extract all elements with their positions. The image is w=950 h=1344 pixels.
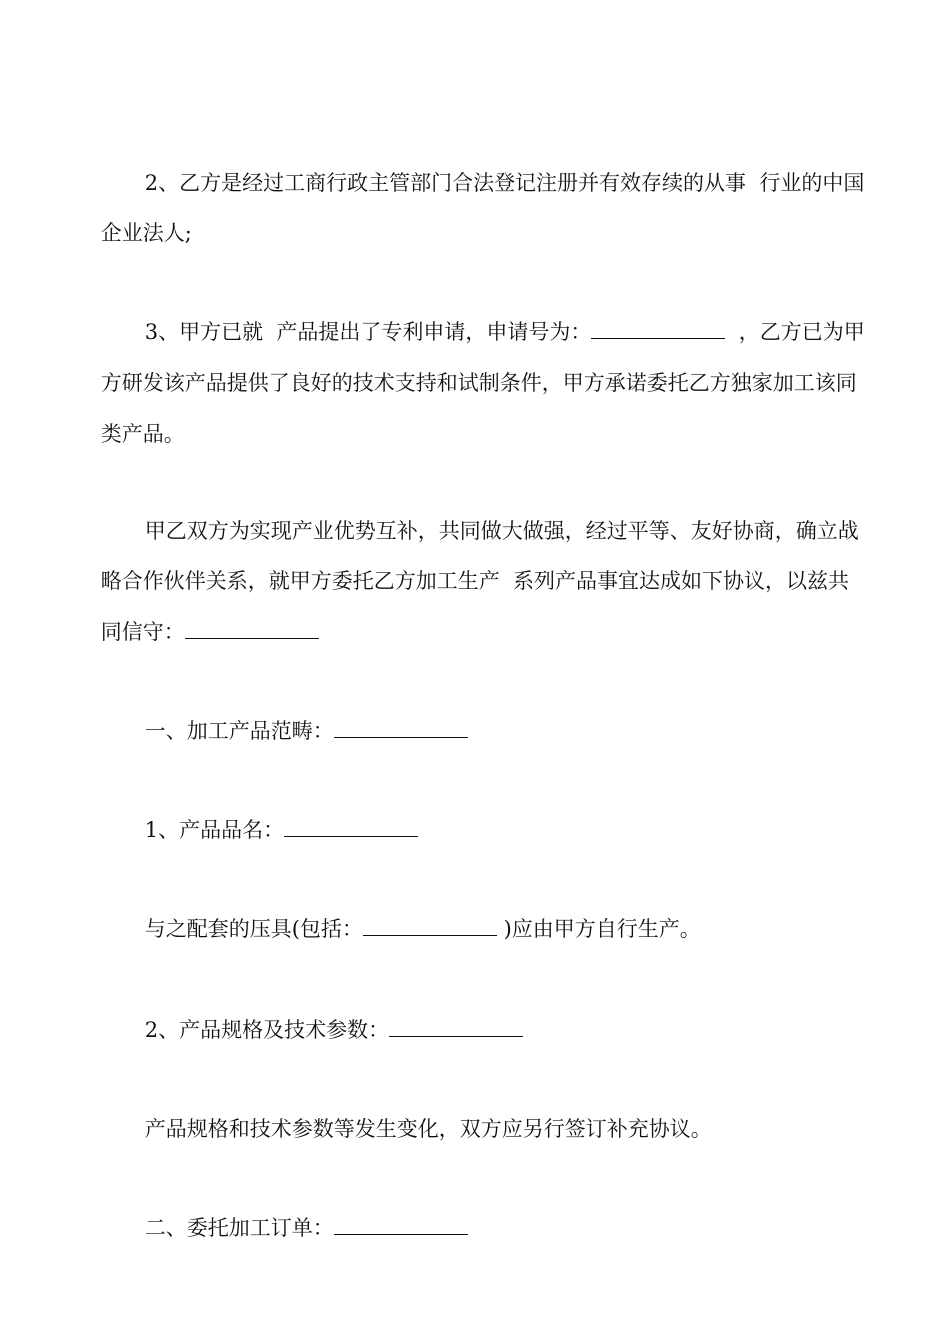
mold-text-b: )应由甲方自行生产。	[496, 917, 701, 941]
item-1-1	[118, 785, 418, 842]
product-name-blank[interactable]	[284, 818, 418, 837]
clause-3-text-1b: ，乙方已为甲	[725, 320, 865, 344]
mold-text-a: 与之配套的压具(包括：	[144, 917, 363, 941]
clause-3-text-1a: 3、甲方已就 产品提出了专利申请，申请号为：	[144, 320, 592, 344]
spec-note	[118, 1084, 712, 1141]
section-2-heading	[118, 1183, 468, 1240]
preamble-text-2: 略合作伙伴关系，就甲方委托乙方加工生产 系列产品事宜达成如下协议，以兹共	[100, 569, 850, 593]
clause-3-line-2	[74, 338, 857, 395]
clause-3-text-3: 类产品。	[100, 422, 185, 446]
clause-2-text-1: 2、乙方是经过工商行政主管部门合法登记注册并有效存续的从事 行业的中国	[144, 171, 865, 195]
preamble-line-3	[74, 587, 319, 644]
section-2-text: 二、委托加工订单：	[144, 1216, 334, 1240]
spec-note-text: 产品规格和技术参数等发生变化，双方应另行签订补充协议。	[144, 1117, 712, 1141]
clause-3-line-3	[74, 389, 185, 446]
item-1-2	[118, 985, 523, 1042]
item-1-1-text: 1、产品品名：	[144, 818, 285, 842]
clause-3-text-2: 方研发该产品提供了良好的技术支持和试制条件，甲方承诺委托乙方独家加工该同	[100, 371, 857, 395]
clause-2-line-2	[74, 188, 192, 245]
application-number-blank[interactable]	[591, 320, 725, 339]
preamble-line-2	[74, 536, 850, 593]
product-scope-blank[interactable]	[334, 719, 468, 738]
order-blank[interactable]	[334, 1216, 468, 1235]
clause-3-line-1	[118, 287, 865, 344]
preamble-blank[interactable]	[185, 620, 319, 639]
clause-2-text-2: 企业法人;	[100, 221, 192, 245]
preamble-text-1: 甲乙双方为实现产业优势互补，共同做大做强，经过平等、友好协商，确立战	[144, 519, 859, 543]
section-1-text: 一、加工产品范畴：	[144, 719, 334, 743]
spec-blank[interactable]	[389, 1018, 523, 1037]
preamble-line-1	[118, 486, 859, 543]
mold-line	[118, 884, 701, 941]
mold-blank[interactable]	[363, 917, 497, 936]
section-1-heading	[118, 686, 468, 743]
preamble-text-3: 同信守：	[100, 620, 185, 644]
clause-2-line-1	[118, 138, 865, 195]
item-1-2-text: 2、产品规格及技术参数：	[144, 1018, 390, 1042]
